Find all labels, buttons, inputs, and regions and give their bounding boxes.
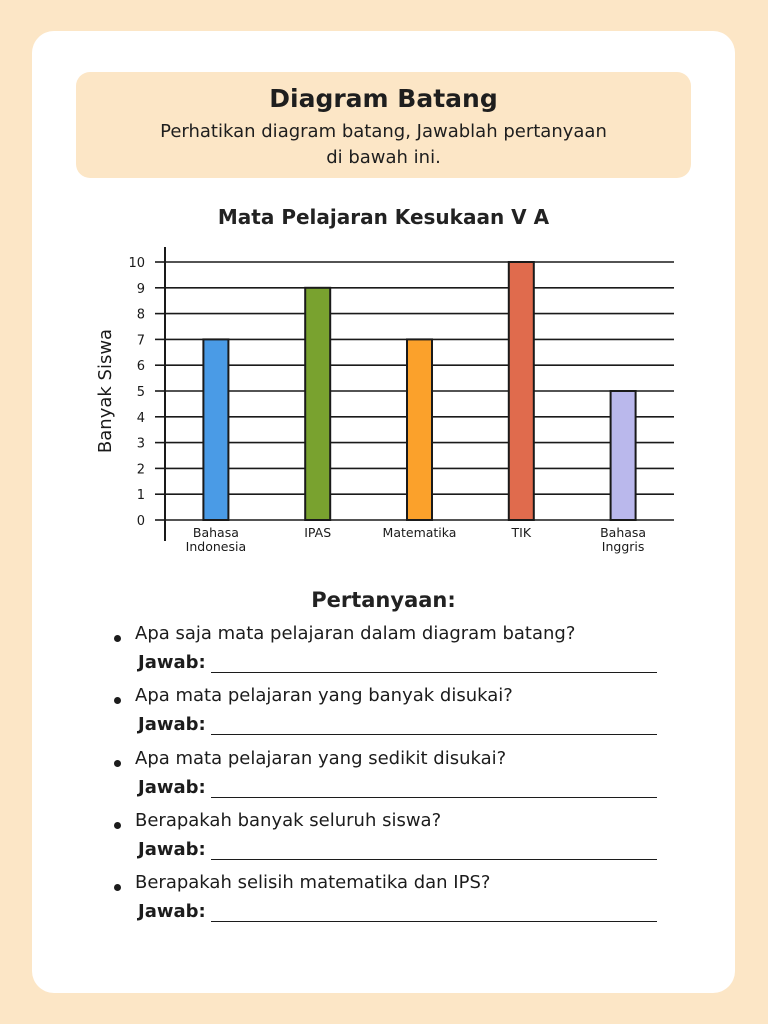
- page-subtitle: Perhatikan diagram batang, Jawablah pertanyaan di bawah ini.: [160, 121, 607, 168]
- worksheet-card: [32, 31, 735, 993]
- question-item: [114, 685, 674, 747]
- y-tick-label: 5: [136, 385, 145, 400]
- y-tick-label: 1: [136, 488, 145, 504]
- bar: [509, 262, 534, 520]
- x-tick-label: Bahasa: [192, 525, 239, 540]
- y-tick-label: 8: [136, 307, 145, 323]
- x-tick-label: Inggris: [601, 539, 645, 554]
- y-tick-label: 0: [136, 514, 145, 529]
- answer-row: [138, 839, 657, 860]
- question-item: [114, 872, 674, 934]
- bar: [305, 288, 330, 520]
- bullet-icon: [114, 697, 121, 704]
- answer-row: [138, 714, 657, 735]
- y-tick-label: 9: [136, 281, 145, 297]
- answer-label: Jawab:: [138, 838, 206, 860]
- question-text: Apa mata pelajaran yang banyak disukai?: [135, 685, 513, 707]
- y-tick-label: 6: [136, 359, 145, 375]
- answer-line[interactable]: [211, 901, 657, 922]
- answer-line[interactable]: [211, 839, 657, 860]
- answer-line[interactable]: [211, 714, 657, 735]
- question-list: [114, 623, 674, 934]
- answer-line[interactable]: [211, 777, 657, 798]
- y-tick-label: 2: [136, 462, 145, 478]
- y-tick-label: 10: [128, 256, 145, 271]
- y-tick-label: 3: [136, 436, 145, 452]
- chart-title: Mata Pelajaran Kesukaan V A: [217, 205, 550, 229]
- question-item: [114, 623, 674, 685]
- bullet-icon: [114, 822, 121, 829]
- bullet-icon: [114, 635, 121, 642]
- bullet-icon: [114, 884, 121, 891]
- question-text: Berapakah banyak seluruh siswa?: [135, 809, 442, 831]
- question-item: [114, 810, 674, 872]
- answer-row: [138, 901, 657, 922]
- x-tick-label: Indonesia: [185, 539, 247, 554]
- question-text: Apa mata pelajaran yang sedikit disukai?: [135, 747, 507, 769]
- question-text: Apa saja mata pelajaran dalam diagram batang?: [135, 623, 576, 644]
- x-tick-label: TIK: [511, 525, 532, 540]
- page-title: Diagram Batang: [269, 84, 498, 113]
- answer-label: Jawab:: [138, 776, 206, 798]
- questions-heading: Pertanyaan:: [311, 588, 456, 612]
- answer-line[interactable]: [211, 652, 657, 673]
- answer-label: Jawab:: [138, 901, 206, 923]
- question-item: [114, 748, 674, 810]
- y-axis-label: Banyak Siswa: [95, 328, 116, 454]
- bar: [407, 339, 432, 520]
- bar: [611, 391, 636, 520]
- x-tick-label: Bahasa: [600, 525, 647, 540]
- bar-chart: [32, 31, 735, 571]
- x-tick-label: IPAS: [304, 525, 332, 540]
- x-tick-label: Matematika: [382, 525, 457, 540]
- bar: [203, 339, 228, 520]
- answer-row: [138, 652, 657, 673]
- y-tick-label: 7: [136, 333, 145, 349]
- bullet-icon: [114, 760, 121, 767]
- answer-label: Jawab:: [138, 714, 206, 736]
- answer-row: [138, 777, 657, 798]
- answer-label: Jawab:: [138, 652, 206, 673]
- question-text: Berapakah selisih matematika dan IPS?: [135, 872, 491, 894]
- y-tick-label: 4: [136, 410, 145, 426]
